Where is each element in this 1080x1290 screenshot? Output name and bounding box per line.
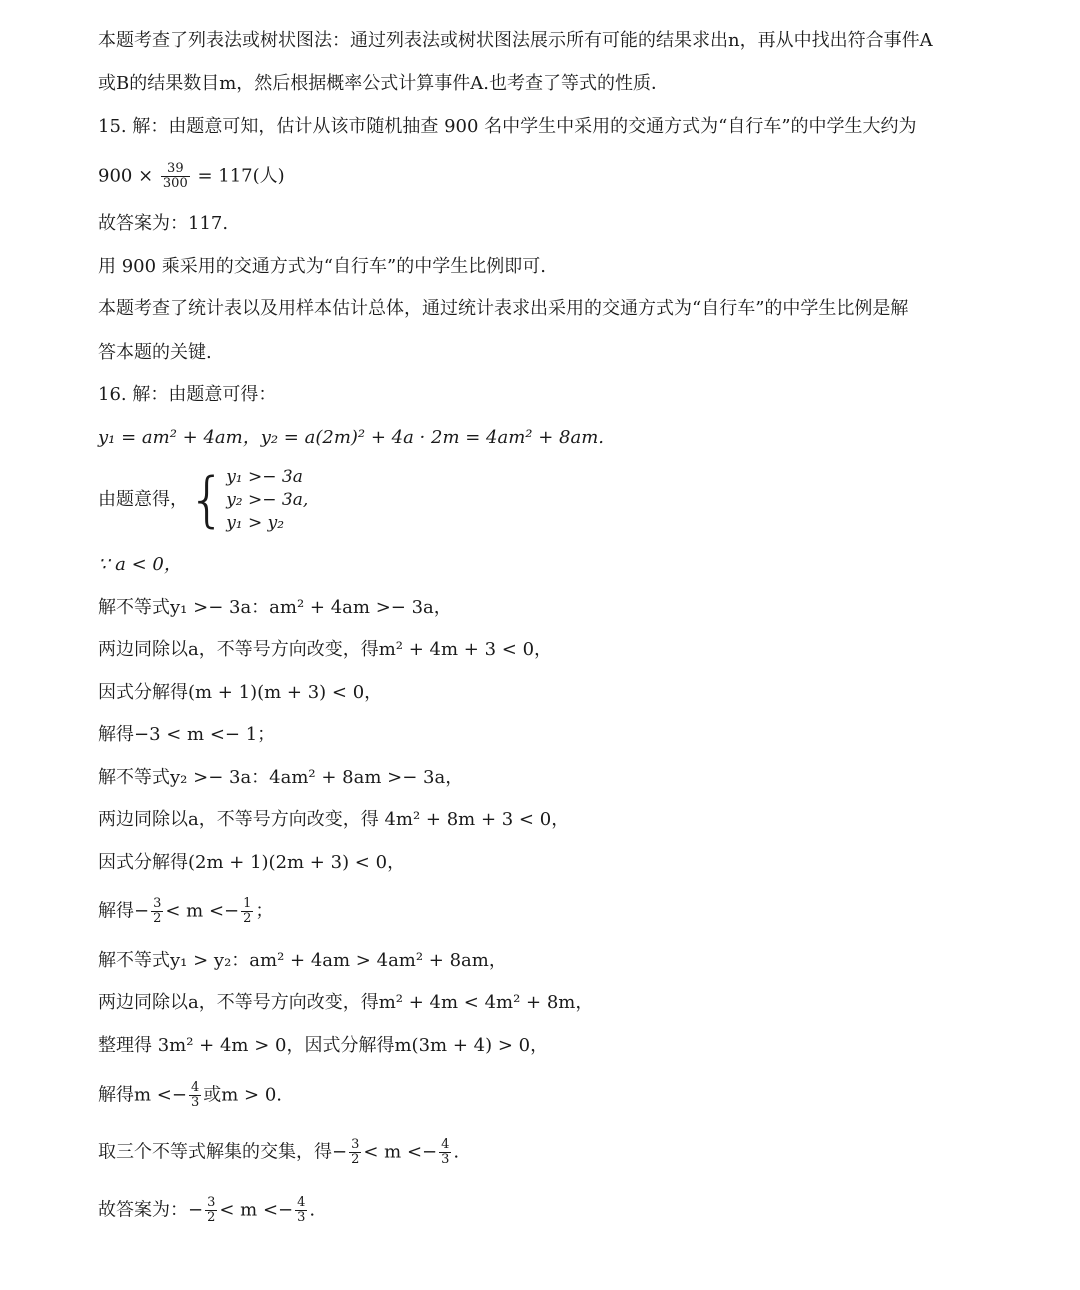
- text-line: 本题考查了列表法或树状图法：通过列表法或树状图法展示所有可能的结果求出n，再从中找出符合事件A: [98, 30, 933, 51]
- equation-text: < m <−: [165, 900, 240, 922]
- fraction: [205, 1196, 217, 1225]
- text-line: 故答案为：117.: [98, 213, 229, 234]
- fraction-numerator: 4: [297, 1195, 306, 1210]
- fraction: [151, 897, 163, 926]
- equation-text: 解得−: [98, 900, 150, 922]
- equation-text: 解得m <−: [98, 1084, 187, 1106]
- equation-text: 取三个不等式解集的交集，得−: [98, 1141, 348, 1163]
- equation-text: 或m > 0.: [203, 1084, 283, 1106]
- text-line: 本题考查了统计表以及用样本估计总体，通过统计表求出采用的交通方式为“自行车”的中学生比例是解: [98, 298, 909, 319]
- fraction: [241, 897, 253, 926]
- system-row: y₁ > y₂: [226, 512, 285, 533]
- fraction-denominator: 3: [190, 1095, 200, 1110]
- fraction: [295, 1196, 307, 1225]
- text-line: 解不等式y₁ >− 3a：am² + 4am >− 3a，: [98, 597, 452, 618]
- equation-line: [98, 1081, 282, 1110]
- fraction-denominator: 300: [162, 176, 188, 191]
- fraction-numerator: 39: [161, 162, 190, 177]
- fraction-numerator: 1: [243, 896, 252, 911]
- fraction-denominator: 2: [207, 1210, 216, 1225]
- equation-line: [98, 162, 285, 191]
- fraction-denominator: 3: [297, 1210, 306, 1225]
- fraction-numerator: 3: [351, 1137, 360, 1152]
- equation-text: < m <−: [219, 1199, 294, 1221]
- text-line: ∵ a < 0，: [98, 554, 182, 575]
- text-line: 用 900 乘采用的交通方式为“自行车”的中学生比例即可.: [98, 256, 546, 277]
- text-line: 两边同除以a，不等号方向改变，得m² + 4m < 4m² + 8m，: [98, 992, 594, 1013]
- equation-line: y₁ = am² + 4am，y₂ = a(2m)² + 4a · 2m = 4am² + 8am.: [98, 427, 605, 448]
- fraction: [349, 1138, 361, 1167]
- equation-text: < m <−: [363, 1141, 438, 1163]
- text-line: 16. 解：由题意可得：: [98, 384, 277, 405]
- equation-text: = 117(人): [197, 165, 285, 187]
- brace-icon: {: [188, 465, 227, 535]
- fraction-numerator: 4: [190, 1080, 200, 1095]
- text-line: 答本题的关键.: [98, 342, 212, 363]
- equation-text: ；: [255, 900, 274, 922]
- text-line: 15. 解：由题意可知，估计从该市随机抽查 900 名中学生中采用的交通方式为“自行车”的中学生大约为: [98, 116, 917, 137]
- fraction-numerator: 3: [207, 1195, 216, 1210]
- fraction: [189, 1081, 201, 1110]
- equation-line: [98, 897, 273, 926]
- system-line: [98, 465, 308, 535]
- equation-text: .: [309, 1199, 316, 1221]
- fraction: [161, 162, 190, 191]
- text-line: 解得−3 < m <− 1；: [98, 724, 276, 745]
- inequality-system: [226, 466, 308, 535]
- text-line: 或B的结果数目m，然后根据概率公式计算事件A.也考查了等式的性质．: [98, 73, 670, 94]
- equation-line: [98, 1196, 315, 1225]
- equation-line: [98, 1138, 459, 1167]
- fraction-denominator: 2: [243, 911, 252, 926]
- text-line: 解不等式y₁ > y₂：am² + 4am > 4am² + 8am，: [98, 950, 507, 971]
- text-line: 因式分解得(2m + 1)(2m + 3) < 0，: [98, 852, 406, 873]
- text-line: 整理得 3m² + 4m > 0，因式分解得m(3m + 4) > 0，: [98, 1035, 549, 1056]
- text-line: 两边同除以a，不等号方向改变，得m² + 4m + 3 < 0，: [98, 639, 553, 660]
- fraction-numerator: 3: [153, 896, 162, 911]
- text-line: 因式分解得(m + 1)(m + 3) < 0，: [98, 682, 383, 703]
- fraction-denominator: 2: [351, 1152, 360, 1167]
- fraction-numerator: 4: [441, 1137, 450, 1152]
- equation-text: 故答案为：−: [98, 1199, 204, 1221]
- equation-text: .: [453, 1141, 460, 1163]
- fraction-denominator: 3: [441, 1152, 450, 1167]
- fraction: [439, 1138, 451, 1167]
- fraction-denominator: 2: [153, 911, 162, 926]
- system-row: y₁ >− 3a: [226, 466, 303, 487]
- text-line: 两边同除以a，不等号方向改变，得 4m² + 8m + 3 < 0，: [98, 809, 570, 830]
- text-line: 解不等式y₂ >− 3a：4am² + 8am >− 3a，: [98, 767, 464, 788]
- system-row: y₂ >− 3a,: [226, 489, 309, 510]
- system-intro: 由题意得，: [98, 489, 188, 510]
- equation-text: 900 ×: [98, 165, 154, 187]
